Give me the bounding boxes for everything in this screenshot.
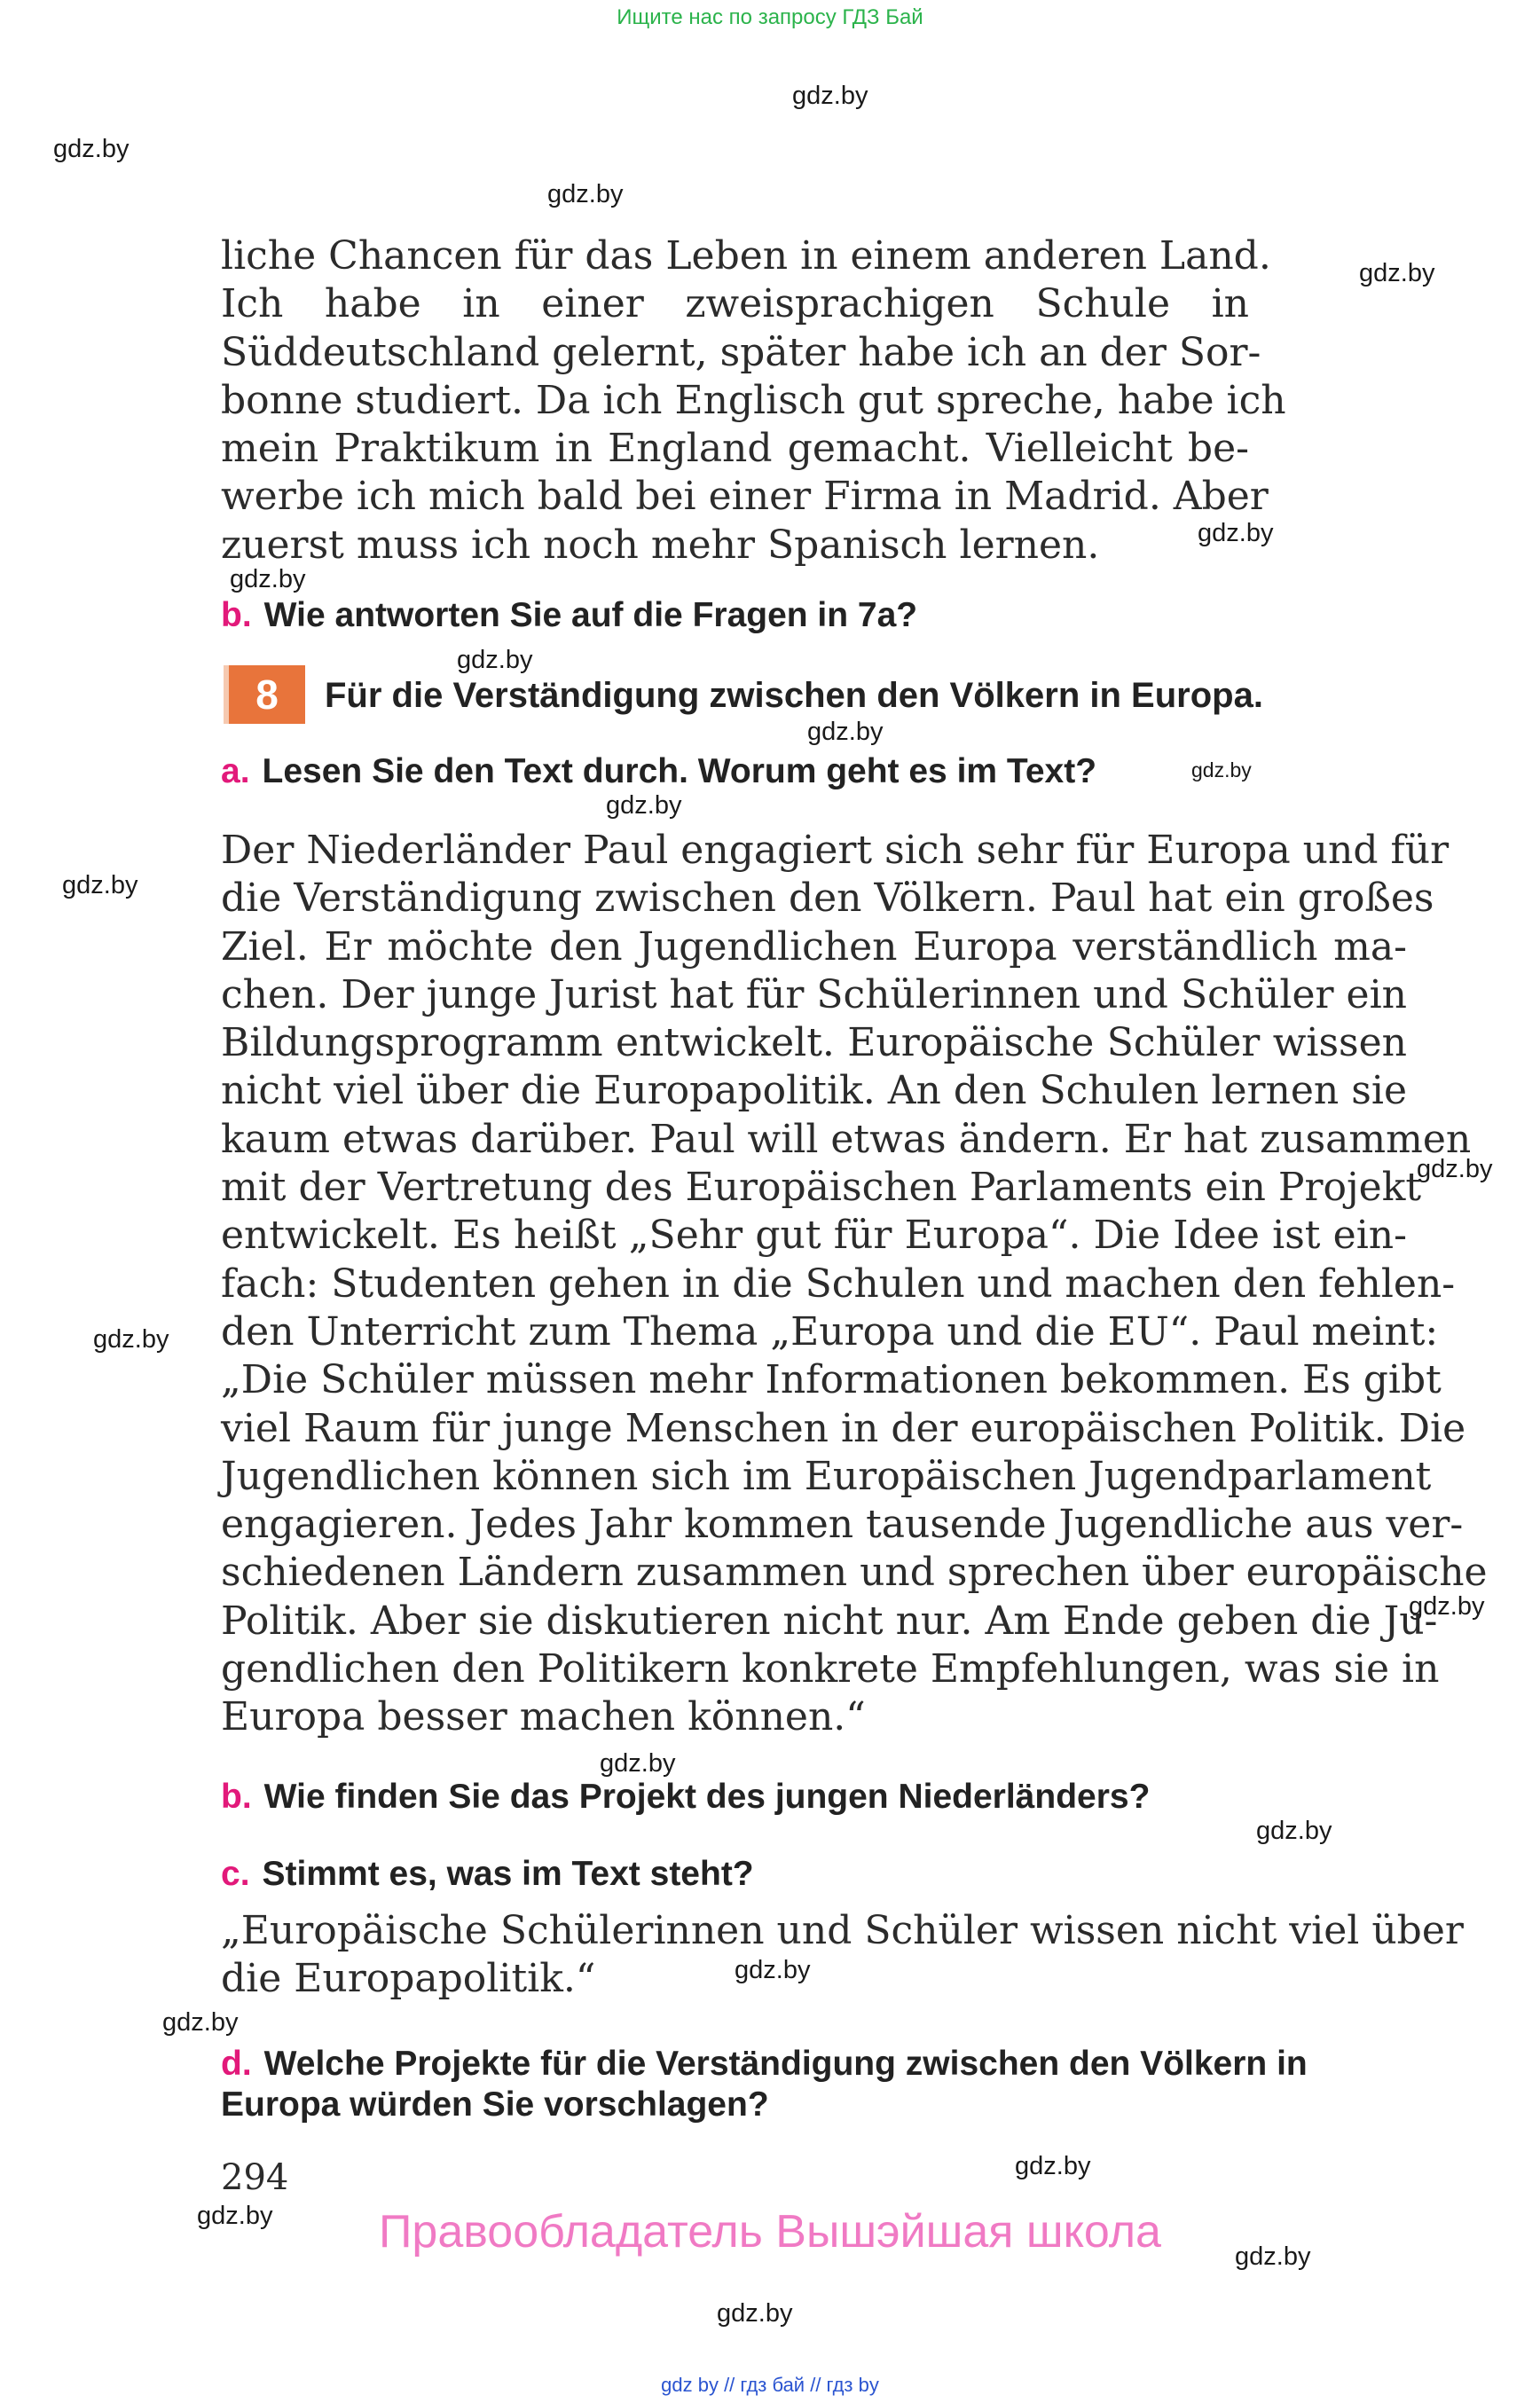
text-line: viel Raum für junge Menschen in der europäischen Politik. Die	[221, 1405, 1466, 1451]
watermark: gdz.by	[735, 1956, 811, 1984]
task-7b	[221, 596, 917, 635]
watermark: gdz.by	[1359, 259, 1435, 287]
text-line: mit der Vertretung des Europäischen Parlaments ein Projekt	[221, 1165, 1422, 1211]
watermark: gdz.by	[457, 646, 533, 674]
text-line: fach: Studenten gehen in die Schulen und machen den fehlen-	[221, 1260, 1456, 1307]
exercise-number-badge: 8	[224, 665, 305, 724]
text-line: „Europäische Schülerinnen und Schüler wissen nicht viel über	[221, 1908, 1464, 1953]
task-letter: b.	[221, 596, 252, 634]
text-line: zuerst muss ich noch mehr Spanisch lernen.	[221, 522, 1100, 568]
task-letter: b.	[221, 1778, 252, 1816]
task-8c	[221, 1855, 754, 1894]
watermark: gdz.by	[197, 2202, 273, 2230]
watermark: gdz.by	[1417, 1155, 1493, 1183]
text-line: schiedenen Ländern zusammen und sprechen über europäische	[221, 1550, 1488, 1596]
text-line: liche Chancen für das Leben in einem anderen Land.	[221, 233, 1271, 279]
text-line: Ich habe in einer zweisprachigen Schule in	[221, 281, 1249, 327]
text-line: engagieren. Jedes Jahr kommen tausende Jugendliche aus ver-	[221, 1502, 1464, 1548]
text-line: die Verständigung zwischen den Völkern. Paul hat ein großes	[221, 876, 1434, 922]
watermark: gdz.by	[1015, 2152, 1091, 2180]
text-line: nicht viel über die Europapolitik. An den Schulen lernen sie	[221, 1068, 1407, 1114]
watermark: gdz.by	[162, 2008, 239, 2037]
watermark: gdz.by	[1198, 519, 1274, 547]
text-line: werbe ich mich bald bei einer Firma in Madrid. Aber	[221, 474, 1269, 520]
task-text: Lesen Sie den Text durch. Worum geht es im Text?	[262, 752, 1097, 790]
text-line: Süddeutschland gelernt, später habe ich an der Sor-	[221, 329, 1261, 375]
watermark: gdz.by	[547, 180, 624, 208]
text-line: chen. Der junge Jurist hat für Schülerinnen und Schüler ein	[221, 971, 1407, 1017]
task-8a	[221, 752, 1096, 791]
watermark: gdz.by	[230, 565, 306, 593]
text-line: mein Praktikum in England gemacht. Vielleicht be-	[221, 426, 1249, 472]
text-line: Europa besser machen können.“	[221, 1694, 866, 1740]
watermark: gdz.by	[792, 82, 868, 110]
copyright-notice: Правообладатель Вышэйшая школа	[379, 2206, 1161, 2258]
task-text: Wie antworten Sie auf die Fragen in 7a?	[263, 596, 918, 634]
text-line: Politik. Aber sie diskutieren nicht nur. Am Ende geben die Ju-	[221, 1598, 1438, 1644]
text-line: kaum etwas darüber. Paul will etwas ändern. Er hat zusammen	[221, 1116, 1472, 1162]
text-line: „Die Schüler müssen mehr Informationen bekommen. Es gibt	[221, 1357, 1442, 1403]
task-letter: c.	[221, 1855, 250, 1893]
watermark: gdz.by	[62, 871, 138, 899]
task-text: Stimmt es, was im Text steht?	[262, 1855, 754, 1893]
watermark: gdz.by	[1409, 1592, 1485, 1621]
task-text: Wie finden Sie das Projekt des jungen Niederländers?	[263, 1778, 1151, 1816]
text-line: gendlichen den Politikern konkrete Empfehlungen, was sie in	[221, 1646, 1440, 1692]
watermark: gdz.by	[1191, 758, 1252, 781]
footer-links[interactable]: gdz by // гдз бай // гдз by	[661, 2374, 879, 2396]
watermark: gdz.by	[1235, 2242, 1311, 2271]
top-banner: Ищите нас по запросу ГДЗ Бай	[617, 5, 923, 29]
text-line: den Unterricht zum Thema „Europa und die EU“. Paul meint:	[221, 1308, 1439, 1355]
watermark: gdz.by	[606, 791, 682, 820]
watermark: gdz.by	[1256, 1817, 1332, 1845]
text-line: bonne studiert. Da ich Englisch gut spreche, habe ich	[221, 377, 1286, 423]
watermark: gdz.by	[807, 718, 884, 746]
watermark: gdz.by	[600, 1749, 676, 1778]
text-line: die Europapolitik.“	[221, 1956, 596, 2002]
text-line: Ziel. Er möchte den Jugendlichen Europa verständlich ma-	[221, 923, 1407, 970]
task-text-line-2: Europa würden Sie vorschlagen?	[221, 2085, 769, 2124]
task-letter: a.	[221, 752, 250, 790]
watermark: gdz.by	[93, 1325, 169, 1354]
watermark: gdz.by	[53, 135, 130, 163]
exercise-title: Für die Verständigung zwischen den Völkern in Europa.	[325, 676, 1263, 715]
task-8d	[221, 2044, 1308, 2125]
text-line: Der Niederländer Paul engagiert sich sehr für Europa und für	[221, 828, 1450, 873]
statement-quote	[221, 1907, 1464, 2004]
task-8b	[221, 1778, 1150, 1817]
task-text-line-1: Welche Projekte für die Verständigung zwischen den Völkern in	[263, 2045, 1308, 2083]
watermark: gdz.by	[717, 2299, 793, 2328]
text-line: Bildungsprogramm entwickelt. Europäische Schüler wissen	[221, 1020, 1407, 1066]
task-letter: d.	[221, 2045, 252, 2083]
text-line: entwickelt. Es heißt „Sehr gut für Europa“. Die Idee ist ein-	[221, 1213, 1407, 1259]
page-number: 294	[221, 2157, 289, 2198]
intro-paragraph	[221, 232, 1286, 569]
text-line: Jugendlichen können sich im Europäischen Jugendparlament	[221, 1453, 1432, 1499]
